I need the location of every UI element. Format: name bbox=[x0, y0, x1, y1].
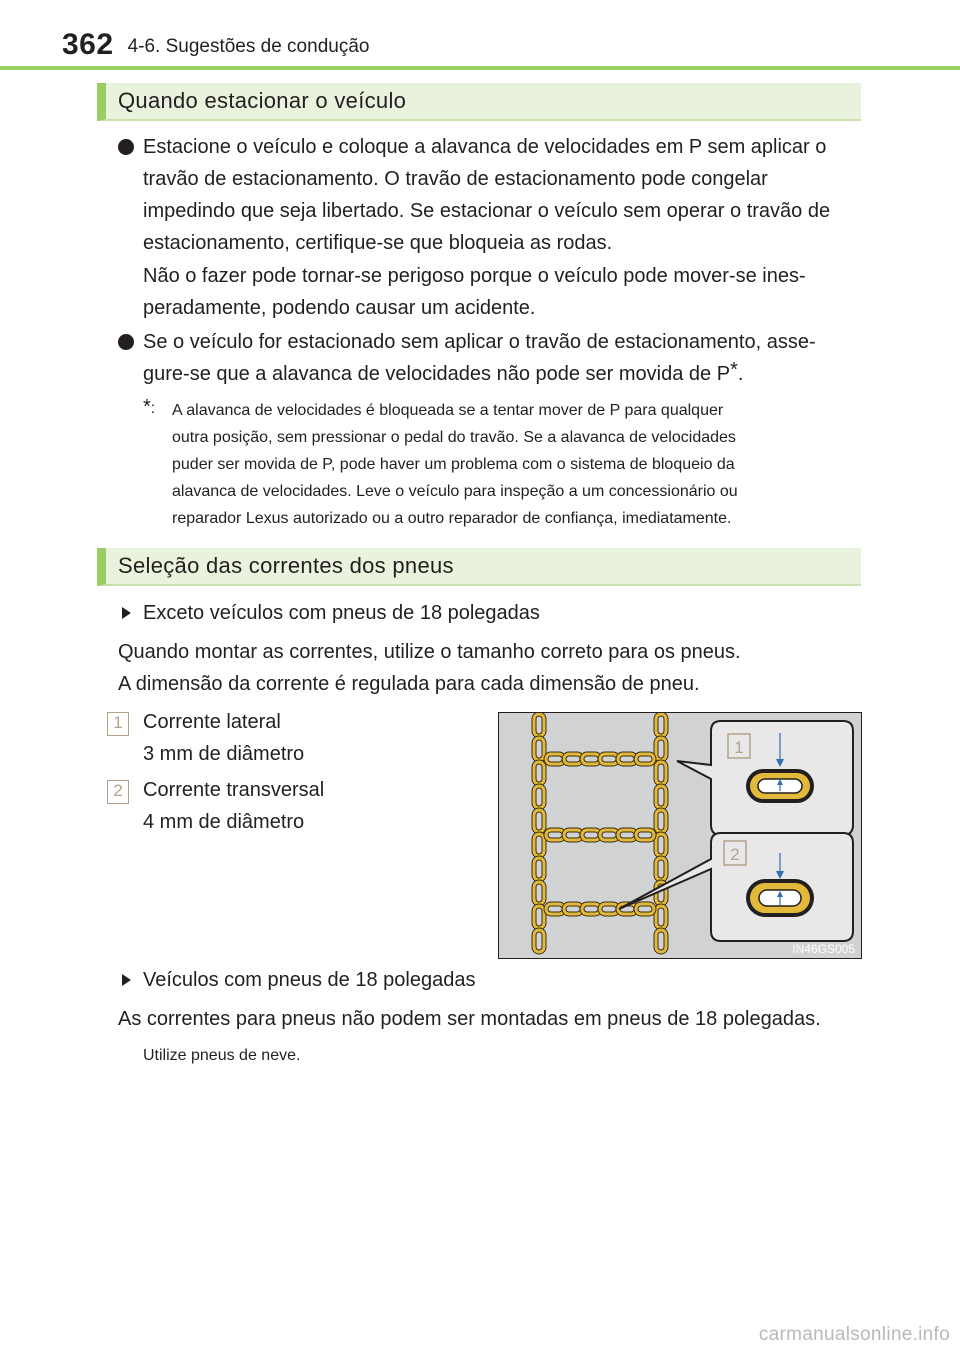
footnote-text bbox=[172, 397, 855, 532]
header-rule bbox=[0, 66, 960, 70]
text-line: peradamente, podendo causar um acidente. bbox=[143, 297, 536, 319]
subheading-non-18: Exceto veículos com pneus de 18 polegadas bbox=[143, 602, 540, 624]
cross-chain-1 bbox=[546, 754, 654, 764]
cross-chain-2 bbox=[546, 830, 654, 840]
text-line bbox=[143, 358, 855, 390]
page-header bbox=[62, 22, 369, 62]
section-heading-chains bbox=[97, 548, 861, 586]
svg-text:2: 2 bbox=[730, 845, 740, 864]
item-detail: 4 mm de diâmetro bbox=[143, 811, 305, 833]
page-number: 362 bbox=[62, 28, 114, 61]
callout-number: 1 bbox=[107, 712, 129, 736]
paragraph-park-p bbox=[143, 131, 855, 259]
section-heading-parking bbox=[97, 83, 861, 121]
bullet-icon bbox=[118, 139, 134, 155]
footnote-colon: : bbox=[150, 400, 156, 417]
item-cross-chain bbox=[143, 774, 483, 838]
svg-text:1: 1 bbox=[734, 738, 744, 757]
text-span: . bbox=[737, 363, 744, 385]
paragraph-no-chains: As correntes para pneus não podem ser montadas em pneus de 18 polegadas. bbox=[118, 1008, 821, 1030]
footnote-marker: * bbox=[143, 396, 151, 418]
item-detail: 3 mm de diâmetro bbox=[143, 743, 305, 765]
paragraph-size: Quando montar as correntes, utilize o tamanho correto para os pneus. bbox=[118, 641, 741, 663]
detail-callout-side-chain bbox=[677, 721, 853, 835]
paragraph-snow-tires: Utilize pneus de neve. bbox=[143, 1047, 301, 1064]
watermark: carmanualsonline.info bbox=[758, 1324, 950, 1345]
item-label: Corrente lateral bbox=[143, 711, 281, 733]
text-line: outra posição, sem pressionar o pedal do travão. Se a alavanca de velocidades bbox=[172, 429, 736, 446]
chapter-title: 4-6. Sugestões de condução bbox=[127, 36, 370, 57]
item-label: Corrente transversal bbox=[143, 779, 325, 801]
section-title: Seleção das correntes dos pneus bbox=[118, 553, 454, 578]
figure-id: IN46GS005 bbox=[792, 942, 855, 956]
text-line: Se o veículo for estacionado sem aplicar o travão de estacionamento, asse- bbox=[143, 331, 816, 353]
text-line: Estacione o veículo e coloque a alavanca de velocidades em P sem aplicar o bbox=[143, 136, 827, 158]
side-chain-left bbox=[534, 714, 544, 952]
footnote-marker: * bbox=[730, 359, 738, 381]
paragraph-park-no-brake bbox=[143, 326, 855, 390]
text-line: impedindo que seja libertado. Se estacionar o veículo sem operar o travão de bbox=[143, 200, 831, 222]
text-line: travão de estacionamento. O travão de estacionamento pode congelar bbox=[143, 168, 768, 190]
paragraph-dimension: A dimensão da corrente é regulada para cada dimensão de pneu. bbox=[118, 673, 700, 695]
section-title: Quando estacionar o veículo bbox=[118, 88, 407, 113]
text-line: alavanca de velocidades. Leve o veículo para inspeção a um concessionário ou bbox=[172, 483, 738, 500]
text-span: gure-se que a alavanca de velocidades não pode ser movida de P bbox=[143, 363, 731, 385]
tire-chain-illustration bbox=[498, 712, 862, 959]
chain-diagram bbox=[499, 713, 862, 959]
text-line: Não o fazer pode tornar-se perigoso porque o veículo pode mover-se ines- bbox=[143, 265, 806, 287]
text-line: estacionamento, certifique-se que bloqueia as rodas. bbox=[143, 232, 613, 254]
text-line: A alavanca de velocidades é bloqueada se a tentar mover de P para qualquer bbox=[172, 402, 724, 419]
side-chain-right bbox=[656, 714, 666, 952]
text-line: puder ser movida de P, pode haver um problema com o sistema de bloqueio da bbox=[172, 456, 735, 473]
triangle-bullet-icon bbox=[122, 974, 131, 986]
paragraph-danger bbox=[143, 260, 855, 324]
footnote-label bbox=[143, 394, 173, 422]
triangle-bullet-icon bbox=[122, 607, 131, 619]
bullet-icon bbox=[118, 334, 134, 350]
item-side-chain bbox=[143, 706, 483, 770]
text-line: reparador Lexus autorizado ou a outro reparador de confiança, imediatamente. bbox=[172, 510, 732, 527]
cross-chain-3 bbox=[546, 904, 654, 914]
callout-number: 2 bbox=[107, 780, 129, 804]
subheading-18: Veículos com pneus de 18 polegadas bbox=[143, 969, 476, 991]
